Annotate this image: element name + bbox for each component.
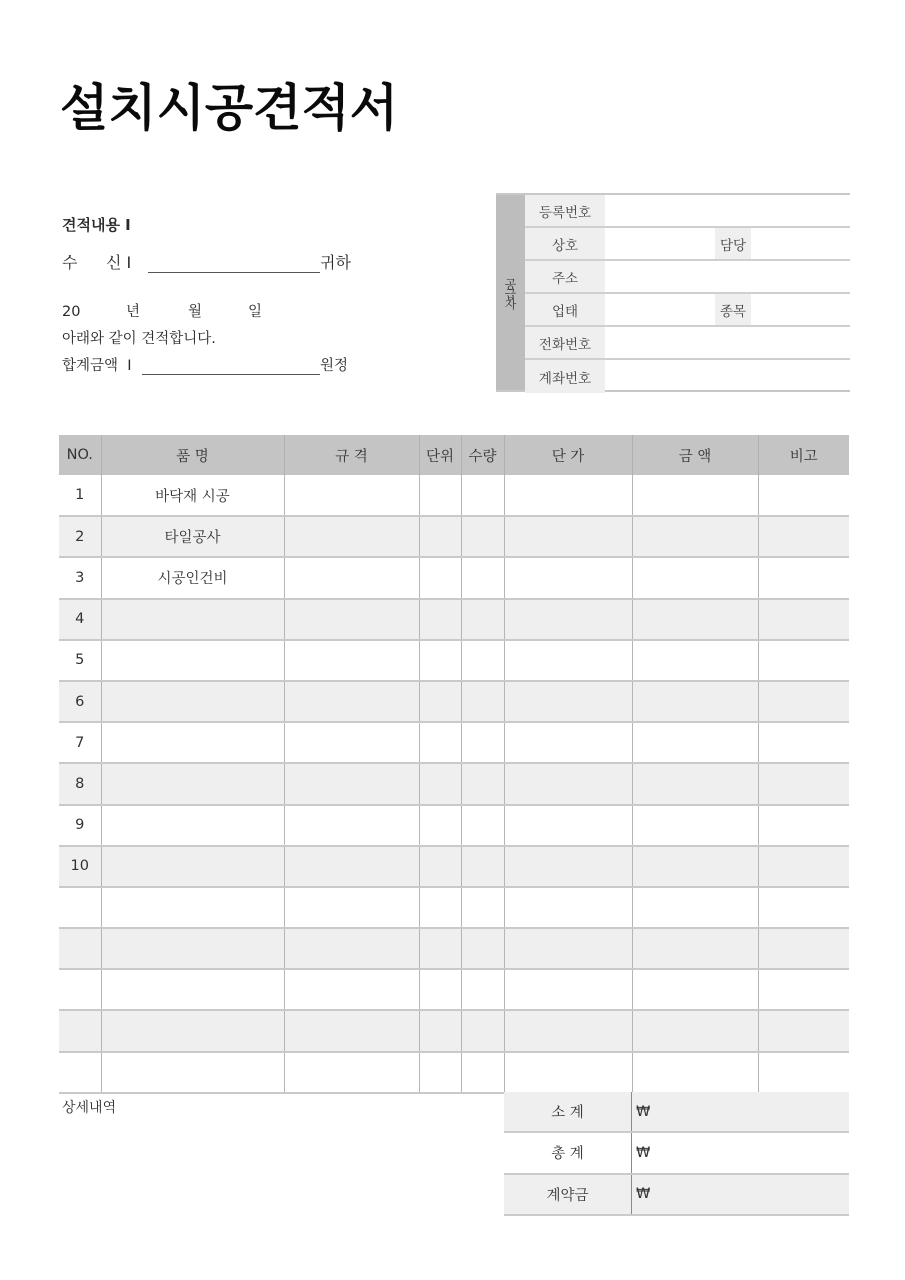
cell-no: [59, 887, 101, 928]
cell-note[interactable]: [758, 722, 849, 763]
recipient-line: [62, 250, 351, 273]
cell-unit[interactable]: [419, 928, 461, 969]
header-unit-price: 단 가: [504, 435, 632, 475]
cell-no: 7: [59, 722, 101, 763]
cell-quantity[interactable]: [461, 887, 504, 928]
cell-quantity[interactable]: [461, 928, 504, 969]
cell-item-name[interactable]: [101, 681, 284, 722]
header-amount: 금 액: [632, 435, 758, 475]
cell-amount[interactable]: [632, 1010, 758, 1051]
table-row: [59, 599, 849, 640]
date-year: 년: [126, 304, 141, 320]
cell-spec[interactable]: [284, 928, 419, 969]
cell-unit[interactable]: [419, 1010, 461, 1051]
won-sign: ₩: [636, 1103, 651, 1120]
cell-quantity[interactable]: [461, 969, 504, 1010]
supplier-row-company: [525, 228, 850, 261]
cell-spec[interactable]: [284, 1052, 419, 1093]
cell-item-name[interactable]: [101, 599, 284, 640]
header-quantity: 수량: [461, 435, 504, 475]
cell-no: 2: [59, 516, 101, 557]
summary-row-subtotal: [504, 1092, 849, 1133]
table-row: [59, 763, 849, 804]
total-label: 합계금액 I: [62, 358, 132, 374]
estimate-heading: 견적내용 I: [62, 216, 131, 234]
cell-unit-price[interactable]: [504, 681, 632, 722]
cell-unit-price[interactable]: [504, 1010, 632, 1051]
table-row: [59, 887, 849, 928]
cell-amount[interactable]: [632, 599, 758, 640]
table-row: [59, 1052, 849, 1093]
cell-no: 1: [59, 475, 101, 516]
table-row: [59, 1010, 849, 1051]
cell-unit[interactable]: [419, 805, 461, 846]
cell-spec[interactable]: [284, 475, 419, 516]
cell-spec[interactable]: [284, 1010, 419, 1051]
cell-spec[interactable]: [284, 846, 419, 887]
cell-note[interactable]: [758, 681, 849, 722]
cell-amount[interactable]: [632, 475, 758, 516]
cell-quantity[interactable]: [461, 1052, 504, 1093]
table-row: [59, 516, 849, 557]
summary-label: 계약금: [504, 1175, 632, 1214]
cell-quantity[interactable]: [461, 640, 504, 681]
date-year-prefix: 20: [62, 304, 81, 320]
cell-item-name[interactable]: [101, 1010, 284, 1051]
cell-spec[interactable]: [284, 763, 419, 804]
cell-unit[interactable]: [419, 763, 461, 804]
cell-no: 9: [59, 805, 101, 846]
cell-unit-price[interactable]: [504, 969, 632, 1010]
cell-item-name[interactable]: [101, 722, 284, 763]
cell-spec[interactable]: [284, 722, 419, 763]
cell-spec[interactable]: [284, 969, 419, 1010]
cell-amount[interactable]: [632, 969, 758, 1010]
header-spec: 규 격: [284, 435, 419, 475]
cell-quantity[interactable]: [461, 763, 504, 804]
total-line: [62, 354, 348, 375]
recipient-field[interactable]: [148, 259, 320, 273]
cell-note[interactable]: [758, 846, 849, 887]
supplier-label: 등록번호: [525, 195, 605, 226]
cell-unit[interactable]: [419, 475, 461, 516]
cell-quantity[interactable]: [461, 846, 504, 887]
table-header-row: [59, 435, 849, 475]
cell-unit-price[interactable]: [504, 599, 632, 640]
summary-row-deposit: [504, 1175, 849, 1216]
table-row: [59, 681, 849, 722]
summary-box: [504, 1092, 849, 1216]
cell-note[interactable]: [758, 1052, 849, 1093]
won-sign: ₩: [636, 1144, 651, 1161]
header-no: NO.: [59, 435, 101, 475]
table-row: [59, 969, 849, 1010]
total-field[interactable]: [142, 361, 320, 375]
table-row: [59, 640, 849, 681]
cell-note[interactable]: [758, 475, 849, 516]
cell-note[interactable]: [758, 805, 849, 846]
cell-no: [59, 969, 101, 1010]
cell-note[interactable]: [758, 516, 849, 557]
cell-unit[interactable]: [419, 722, 461, 763]
header-item-name: 품 명: [101, 435, 284, 475]
cell-amount[interactable]: [632, 763, 758, 804]
cell-unit[interactable]: [419, 887, 461, 928]
detail-label: 상세내역: [62, 1100, 117, 1116]
supplier-row-address: [525, 261, 850, 294]
cell-item-name[interactable]: [101, 640, 284, 681]
summary-value[interactable]: [632, 1133, 849, 1172]
cell-spec[interactable]: [284, 805, 419, 846]
estimate-message: 아래와 같이 견적합니다.: [62, 331, 216, 347]
cell-unit-price[interactable]: [504, 805, 632, 846]
cell-note[interactable]: [758, 928, 849, 969]
header-note: 비고: [758, 435, 849, 475]
date-line: [62, 300, 262, 321]
cell-no: [59, 1052, 101, 1093]
supplier-label: 상호: [525, 228, 605, 259]
summary-value[interactable]: [632, 1175, 849, 1214]
cell-unit-price[interactable]: [504, 846, 632, 887]
cell-amount[interactable]: [632, 928, 758, 969]
cell-quantity[interactable]: [461, 1010, 504, 1051]
cell-item-name[interactable]: [101, 928, 284, 969]
cell-spec[interactable]: [284, 640, 419, 681]
cell-no: 6: [59, 681, 101, 722]
cell-quantity[interactable]: [461, 681, 504, 722]
table-row: [59, 722, 849, 763]
cell-spec[interactable]: [284, 516, 419, 557]
cell-unit-price[interactable]: [504, 640, 632, 681]
cell-amount[interactable]: [632, 805, 758, 846]
table-row: [59, 846, 849, 887]
cell-unit-price[interactable]: [504, 557, 632, 598]
cell-amount[interactable]: [632, 846, 758, 887]
cell-no: [59, 928, 101, 969]
cell-item-name[interactable]: [101, 846, 284, 887]
cell-item-name[interactable]: [101, 969, 284, 1010]
cell-unit[interactable]: [419, 640, 461, 681]
supplier-label: 업태: [525, 294, 605, 325]
cell-spec[interactable]: [284, 557, 419, 598]
cell-quantity[interactable]: [461, 516, 504, 557]
cell-no: 10: [59, 846, 101, 887]
table-row: [59, 805, 849, 846]
supplier-row-account: [525, 360, 850, 393]
cell-amount[interactable]: [632, 722, 758, 763]
recipient-label-2: 신 I: [106, 253, 132, 272]
cell-spec[interactable]: [284, 599, 419, 640]
cell-unit-price[interactable]: [504, 1052, 632, 1093]
cell-note[interactable]: [758, 1010, 849, 1051]
cell-amount[interactable]: [632, 887, 758, 928]
cell-unit[interactable]: [419, 557, 461, 598]
cell-unit[interactable]: [419, 969, 461, 1010]
supplier-row-phone: [525, 327, 850, 360]
summary-row-total: [504, 1133, 849, 1174]
cell-unit[interactable]: [419, 846, 461, 887]
cell-quantity[interactable]: [461, 557, 504, 598]
cell-amount[interactable]: [632, 681, 758, 722]
cell-unit-price[interactable]: [504, 516, 632, 557]
cell-unit[interactable]: [419, 516, 461, 557]
cell-quantity[interactable]: [461, 722, 504, 763]
table-row: [59, 475, 849, 516]
cell-item-name[interactable]: [101, 805, 284, 846]
cell-note[interactable]: [758, 887, 849, 928]
cell-unit-price[interactable]: [504, 887, 632, 928]
supplier-label-category: 종목: [715, 294, 751, 325]
cell-amount[interactable]: [632, 557, 758, 598]
cell-amount[interactable]: [632, 516, 758, 557]
cell-quantity[interactable]: [461, 599, 504, 640]
cell-note[interactable]: [758, 640, 849, 681]
cell-note[interactable]: [758, 599, 849, 640]
table-row: [59, 557, 849, 598]
supplier-label: 전화번호: [525, 327, 605, 358]
document-title: 설치시공견적서: [60, 79, 399, 137]
cell-unit[interactable]: [419, 1052, 461, 1093]
table-row: [59, 928, 849, 969]
cell-item-name[interactable]: 타일공사: [101, 516, 284, 557]
cell-unit-price[interactable]: [504, 475, 632, 516]
cell-no: 4: [59, 599, 101, 640]
supplier-box: [496, 193, 850, 392]
cell-unit[interactable]: [419, 599, 461, 640]
cell-unit-price[interactable]: [504, 928, 632, 969]
supplier-row-registration: [525, 195, 850, 228]
summary-value[interactable]: [632, 1092, 849, 1131]
date-month: 월: [188, 304, 203, 320]
supplier-label: 계좌번호: [525, 360, 605, 393]
cell-spec[interactable]: [284, 887, 419, 928]
cell-note[interactable]: [758, 763, 849, 804]
cell-item-name[interactable]: [101, 887, 284, 928]
cell-quantity[interactable]: [461, 475, 504, 516]
recipient-suffix: 귀하: [320, 253, 351, 272]
cell-note[interactable]: [758, 557, 849, 598]
supplier-label: 주소: [525, 261, 605, 292]
recipient-label-1: 수: [62, 253, 78, 272]
cell-item-name[interactable]: 바닥재 시공: [101, 475, 284, 516]
date-day: 일: [248, 304, 263, 320]
cell-no: [59, 1010, 101, 1051]
cell-note[interactable]: [758, 969, 849, 1010]
cell-no: 3: [59, 557, 101, 598]
cell-item-name[interactable]: 시공인건비: [101, 557, 284, 598]
summary-label: 총 계: [504, 1133, 632, 1172]
won-sign: ₩: [636, 1186, 651, 1203]
cell-amount[interactable]: [632, 1052, 758, 1093]
cell-quantity[interactable]: [461, 805, 504, 846]
header-unit: 단위: [419, 435, 461, 475]
cell-item-name[interactable]: [101, 1052, 284, 1093]
supplier-vertical-label: 공급자: [496, 195, 525, 390]
cell-spec[interactable]: [284, 681, 419, 722]
cell-amount[interactable]: [632, 640, 758, 681]
cell-item-name[interactable]: [101, 763, 284, 804]
supplier-row-business-type: [525, 294, 850, 327]
supplier-label-manager: 담당: [715, 228, 751, 259]
items-table: [59, 435, 849, 1094]
summary-label: 소 계: [504, 1092, 632, 1131]
total-suffix: 원정: [320, 358, 349, 374]
cell-unit-price[interactable]: [504, 763, 632, 804]
cell-no: 8: [59, 763, 101, 804]
cell-unit[interactable]: [419, 681, 461, 722]
cell-unit-price[interactable]: [504, 722, 632, 763]
cell-no: 5: [59, 640, 101, 681]
